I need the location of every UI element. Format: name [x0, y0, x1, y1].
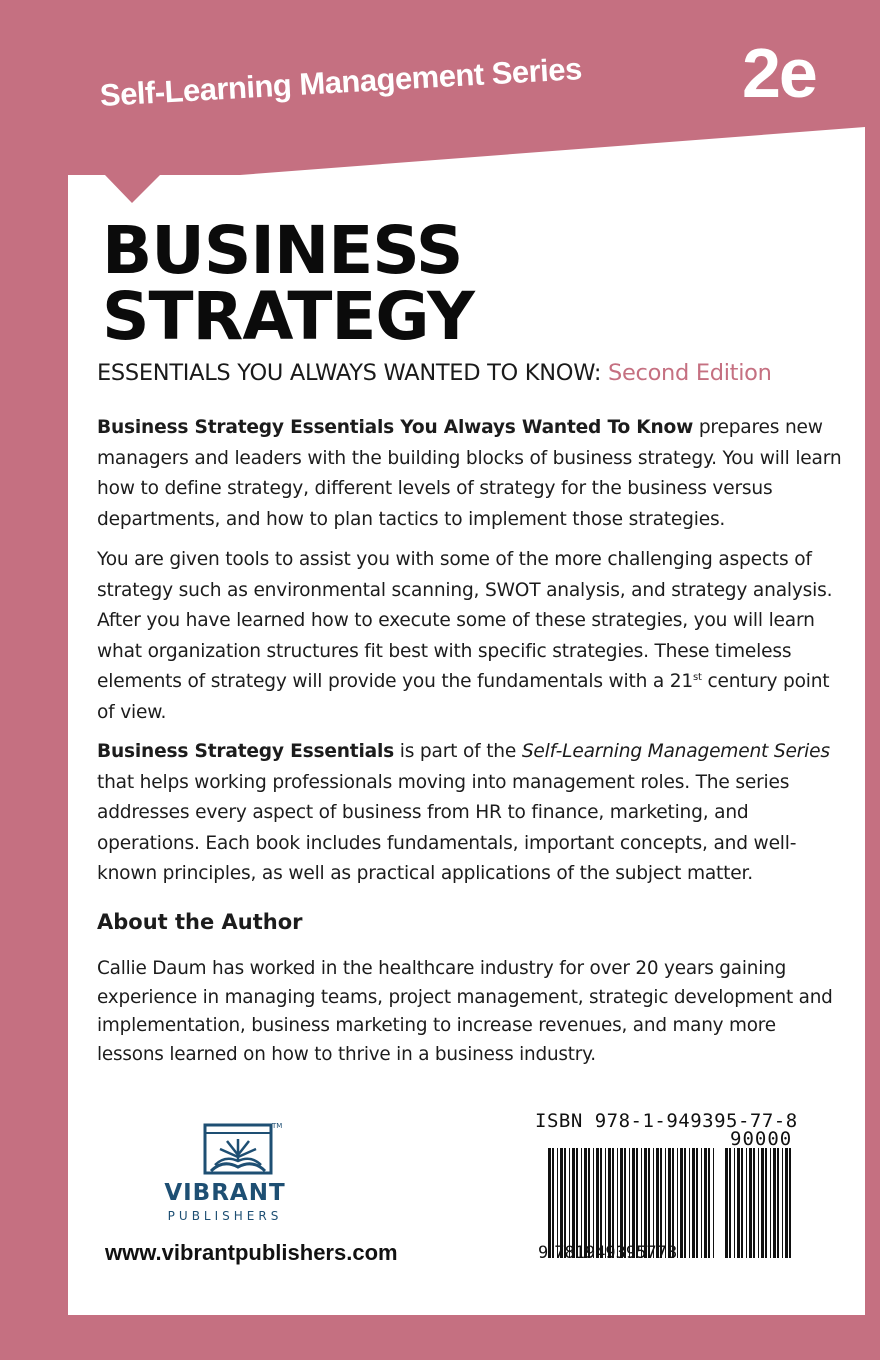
series-label: Self-Learning Management Series	[98, 51, 583, 113]
book-subtitle	[97, 360, 772, 386]
edition-badge: 2e	[742, 34, 816, 112]
p3-text: that helps working professionals moving into management roles. The series addresses every aspect of business from HR to finance, marketing, and operations. Each book includes fundamentals, important concepts, and well-known principles, as well as practical applications of the subject matter.	[97, 771, 797, 884]
barcode-number: 781949395778	[554, 1243, 678, 1263]
isbn-text: ISBN 978-1-949395-77-8	[535, 1110, 798, 1132]
p1-bold: Business Strategy Essentials You Always Wanted To Know	[97, 417, 694, 438]
p2-text: You are given tools to assist you with some of the more challenging aspects of strategy such as environmental scanning, SWOT analysis, and strategy analysis. After you have learned how to execute some of these strategies, you will learn what organization structures fit best with specific strategies. These timeless elements of strategy will provide you the fundamentals with a 21	[97, 549, 833, 692]
barcode-lead-digit: 9	[538, 1243, 549, 1263]
about-author-heading: About the Author	[97, 910, 303, 934]
title-line-2: STRATEGY	[102, 278, 474, 355]
publisher-logo-name: VIBRANT	[164, 1180, 286, 1206]
price-code: 90000	[730, 1128, 793, 1150]
p3-mid: is part of the	[394, 741, 522, 762]
subtitle-text: ESSENTIALS YOU ALWAYS WANTED TO KNOW:	[97, 360, 602, 386]
title-line-1: BUSINESS	[102, 212, 463, 289]
publisher-logo-sub: PUBLISHERS	[167, 1209, 283, 1223]
publisher-url[interactable]: www.vibrantpublishers.com	[105, 1240, 398, 1265]
p1-text: prepares new managers and leaders with the building blocks of business strategy. You will learn how to define strategy, different levels of strategy for the business versus departments, and how to plan tactics to implement those strategies.	[97, 417, 842, 530]
p2-end: century point of view.	[97, 671, 830, 723]
subtitle-edition: Second Edition	[607, 360, 772, 386]
barcode-digits	[538, 1243, 677, 1263]
about-author-text: Callie Daum has worked in the healthcare industry for over 20 years gaining experience in managing teams, project management, strategic development and implementation, business marketing to increase revenues, and many more lessons learned on how to thrive in a business industry.	[97, 958, 833, 1065]
description-paragraph-1	[97, 413, 842, 535]
p2-superscript: st	[693, 672, 702, 683]
trademark-mark: TM	[272, 1122, 283, 1130]
description-paragraph-2	[97, 545, 842, 728]
p3-italic: Self-Learning Management Series	[521, 741, 830, 762]
description-paragraph-3	[97, 737, 842, 890]
p3-bold: Business Strategy Essentials	[97, 741, 395, 762]
book-title	[102, 212, 474, 355]
